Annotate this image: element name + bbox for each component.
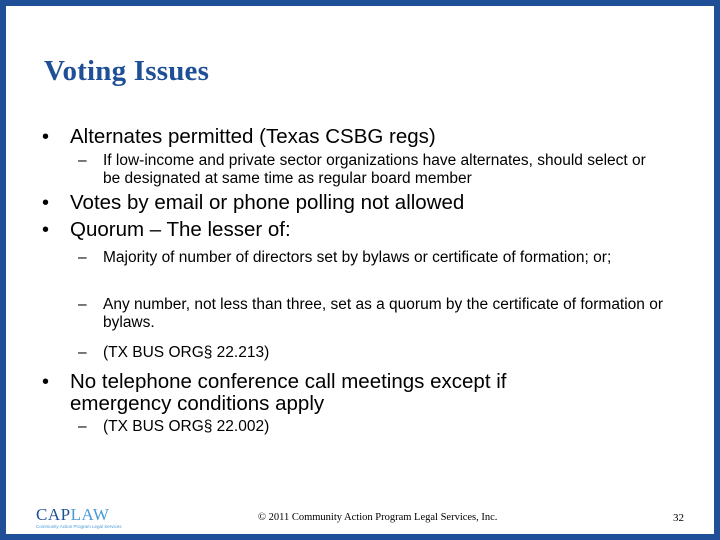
bullet-glyph: •: [42, 371, 50, 393]
bullet-text: Votes by email or phone polling not allowed: [70, 191, 465, 214]
sub-bullet-quorum-majority: [78, 249, 668, 267]
sub-bullet-glyph: –: [78, 418, 87, 435]
bullet-glyph: •: [42, 219, 50, 241]
bullet-telephone-meetings: [42, 370, 610, 415]
bullet-text: Quorum – The lesser of:: [70, 218, 291, 241]
sub-bullet-text: (TX BUS ORG§ 22.213): [103, 344, 270, 361]
bullet-glyph: •: [42, 126, 50, 148]
sub-bullet-glyph: –: [78, 249, 87, 266]
logo-law-text: LAW: [70, 505, 110, 524]
sub-bullet-quorum-citation: [78, 344, 663, 362]
sub-bullet-telephone-citation: [78, 418, 663, 436]
bullet-glyph: •: [42, 192, 50, 214]
sub-bullet-text: Any number, not less than three, set as a quorum by the certificate of formation or bylaws.: [103, 296, 664, 331]
bullet-email-voting: [42, 191, 670, 214]
sub-bullet-quorum-minimum: [78, 296, 668, 331]
slide-title: Voting Issues: [44, 55, 210, 87]
bullet-text: No telephone conference call meetings except if emergency conditions apply: [70, 370, 507, 415]
copyright-text: © 2011 Community Action Program Legal Services, Inc.: [258, 512, 498, 523]
bullet-text: Alternates permitted (Texas CSBG regs): [70, 125, 436, 148]
caplaw-logo: [36, 505, 122, 530]
sub-bullet-text: If low-income and private sector organizations have alternates, should select or be designated at same time as regular board member: [103, 152, 646, 187]
bullet-quorum: [42, 218, 670, 241]
sub-bullet-text: Majority of number of directors set by bylaws or certificate of formation; or;: [103, 249, 612, 266]
sub-bullet-glyph: –: [78, 344, 87, 361]
logo-cap-text: CAP: [36, 505, 71, 524]
logo-tagline: Community Action Program Legal Services: [36, 524, 122, 529]
sub-bullet-glyph: –: [78, 296, 87, 313]
page-number: 32: [673, 512, 684, 524]
sub-bullet-text: (TX BUS ORG§ 22.002): [103, 418, 270, 435]
bullet-alternates: [42, 125, 670, 148]
sub-bullet-glyph: –: [78, 152, 87, 169]
sub-bullet-alternates-timing: [78, 152, 663, 187]
